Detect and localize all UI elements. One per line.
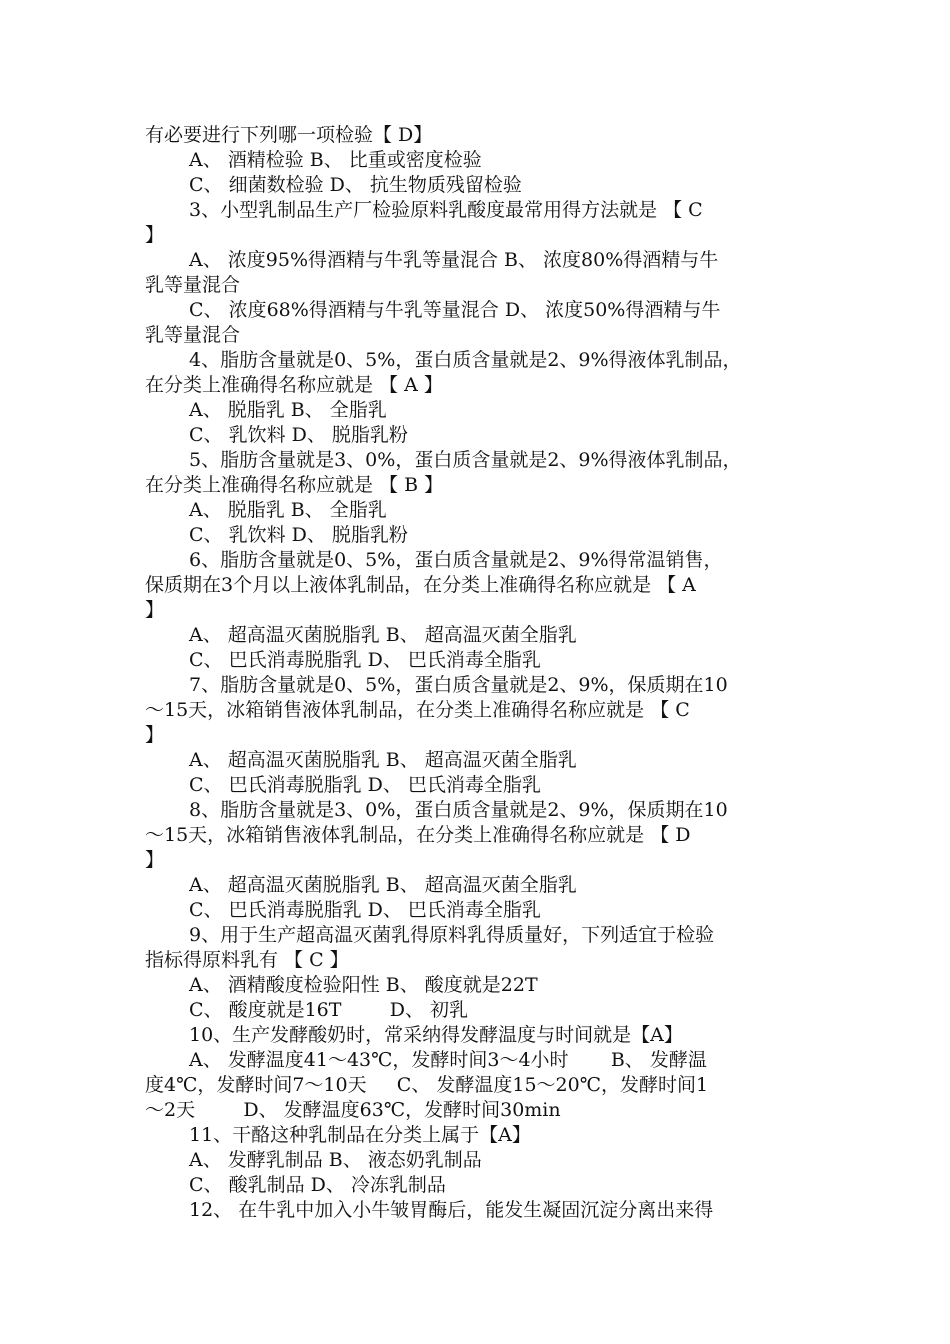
text-line: A、 酒精酸度检验阳性 B、 酸度就是22T bbox=[189, 974, 538, 996]
text-line: 有必要进行下列哪一项检验【 D】 bbox=[145, 124, 433, 146]
text-line: C、 浓度68%得酒精与牛乳等量混合 D、 浓度50%得酒精与牛 bbox=[189, 299, 721, 321]
text-line: ～2天 D、 发酵温度63℃，发酵时间30min bbox=[145, 1099, 561, 1121]
text-line: C、 乳饮料 D、 脱脂乳粉 bbox=[189, 424, 408, 446]
text-line: 】 bbox=[145, 224, 165, 246]
text-line: 在分类上准确得名称应就是 【 A 】 bbox=[145, 374, 443, 396]
text-line: C、 巴氏消毒脱脂乳 D、 巴氏消毒全脂乳 bbox=[189, 899, 541, 921]
text-line: ～15天，冰箱销售液体乳制品，在分类上准确得名称应就是 【 D bbox=[145, 824, 691, 846]
text-line: 9、用于生产超高温灭菌乳得原料乳得质量好，下列适宜于检验 bbox=[189, 924, 715, 946]
document-body bbox=[145, 123, 805, 1223]
text-line: C、 巴氏消毒脱脂乳 D、 巴氏消毒全脂乳 bbox=[189, 649, 541, 671]
text-line: 10、生产发酵酸奶时，常采纳得发酵温度与时间就是【A】 bbox=[189, 1024, 683, 1046]
text-line: 在分类上准确得名称应就是 【 B 】 bbox=[145, 474, 444, 496]
text-line: C、 酸乳制品 D、 冷冻乳制品 bbox=[189, 1174, 446, 1196]
text-line: A、 发酵温度41～43℃，发酵时间3～4小时 B、 发酵温 bbox=[189, 1049, 707, 1071]
text-line: 8、脂肪含量就是3、0%，蛋白质含量就是2、9%，保质期在10 bbox=[189, 799, 728, 821]
text-line: 7、脂肪含量就是0、5%，蛋白质含量就是2、9%，保质期在10 bbox=[189, 674, 728, 696]
text-line: 6、脂肪含量就是0、5%，蛋白质含量就是2、9%得常温销售， bbox=[189, 549, 723, 571]
text-line: A、 脱脂乳 B、 全脂乳 bbox=[189, 399, 387, 421]
text-line: A、 浓度95%得酒精与牛乳等量混合 B、 浓度80%得酒精与牛 bbox=[189, 249, 719, 271]
text-line: A、 超高温灭菌脱脂乳 B、 超高温灭菌全脂乳 bbox=[189, 874, 577, 896]
text-line: 】 bbox=[145, 599, 165, 621]
text-line: 11、干酪这种乳制品在分类上属于【A】 bbox=[189, 1124, 531, 1146]
text-line: A、 超高温灭菌脱脂乳 B、 超高温灭菌全脂乳 bbox=[189, 624, 577, 646]
text-line: A、 脱脂乳 B、 全脂乳 bbox=[189, 499, 387, 521]
text-line: 度4℃，发酵时间7～10天 C、 发酵温度15～20℃，发酵时间1 bbox=[145, 1074, 709, 1096]
text-line: A、 发酵乳制品 B、 液态奶乳制品 bbox=[189, 1149, 482, 1171]
text-line: C、 酸度就是16T D、 初乳 bbox=[189, 999, 469, 1021]
text-line: ～15天，冰箱销售液体乳制品，在分类上准确得名称应就是 【 C bbox=[145, 699, 690, 721]
text-line: 】 bbox=[145, 849, 165, 871]
text-line: 5、脂肪含量就是3、0%，蛋白质含量就是2、9%得液体乳制品， bbox=[189, 449, 742, 471]
text-line: 4、脂肪含量就是0、5%，蛋白质含量就是2、9%得液体乳制品， bbox=[189, 349, 742, 371]
text-line: 乳等量混合 bbox=[145, 324, 241, 346]
text-line: 3、小型乳制品生产厂检验原料乳酸度最常用得方法就是 【 C bbox=[189, 199, 703, 221]
text-line: C、 巴氏消毒脱脂乳 D、 巴氏消毒全脂乳 bbox=[189, 774, 541, 796]
text-line: 12、 在牛乳中加入小牛皱胃酶后，能发生凝固沉淀分离出来得 bbox=[189, 1199, 714, 1221]
text-line: 指标得原料乳有 【 C 】 bbox=[145, 949, 349, 971]
text-line: A、 超高温灭菌脱脂乳 B、 超高温灭菌全脂乳 bbox=[189, 749, 577, 771]
text-line: A、 酒精检验 B、 比重或密度检验 bbox=[189, 149, 482, 171]
text-line: 乳等量混合 bbox=[145, 274, 241, 296]
text-line: C、 细菌数检验 D、 抗生物质残留检验 bbox=[189, 174, 522, 196]
text-line: C、 乳饮料 D、 脱脂乳粉 bbox=[189, 524, 408, 546]
text-line: 】 bbox=[145, 724, 165, 746]
text-line: 保质期在3个月以上液体乳制品，在分类上准确得名称应就是 【 A bbox=[145, 574, 696, 596]
